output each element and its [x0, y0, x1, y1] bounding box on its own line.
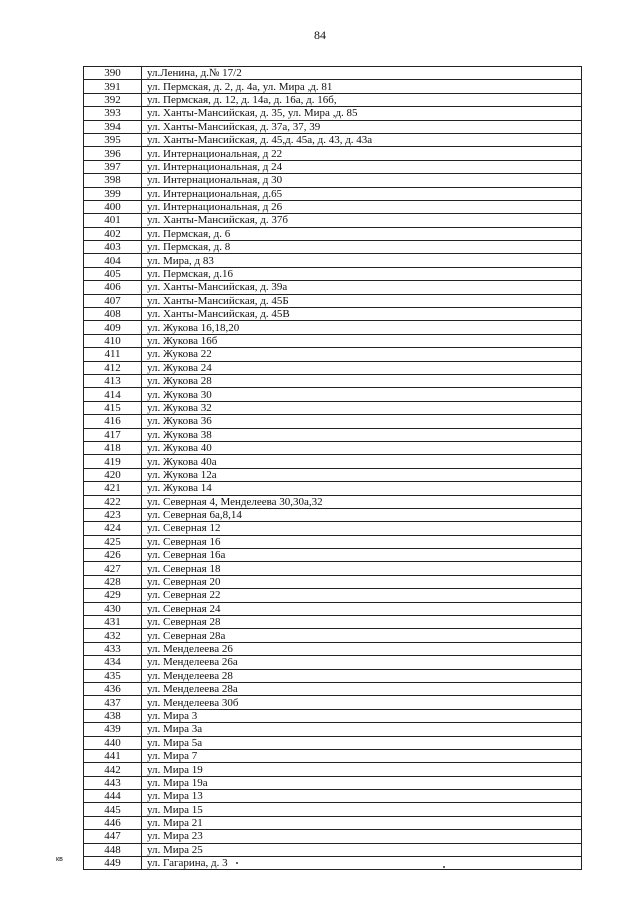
- table-row: [84, 749, 582, 762]
- row-number: 434: [84, 656, 142, 669]
- row-number: 394: [84, 120, 142, 133]
- table-row: [84, 281, 582, 294]
- table-row: [84, 441, 582, 454]
- table-row: [84, 374, 582, 387]
- row-address: ул. Пермская, д. 2, д. 4а, ул. Мира ,д. 81: [142, 80, 582, 93]
- address-table-body: [84, 67, 582, 870]
- row-address: ул. Мира 13: [142, 790, 582, 803]
- row-address: ул. Ханты-Мансийская, д. 45Б: [142, 294, 582, 307]
- row-number: 436: [84, 682, 142, 695]
- row-number: 409: [84, 321, 142, 334]
- table-row: [84, 816, 582, 829]
- row-address: ул. Северная 6а,8,14: [142, 508, 582, 521]
- table-row: [84, 629, 582, 642]
- row-number: 429: [84, 589, 142, 602]
- row-address: ул. Пермская, д. 12, д. 14а, д. 16а, д. 16б,: [142, 93, 582, 106]
- row-number: 403: [84, 241, 142, 254]
- row-address: ул. Северная 12: [142, 522, 582, 535]
- table-row: [84, 562, 582, 575]
- row-number: 445: [84, 803, 142, 816]
- table-row: [84, 227, 582, 240]
- table-row: [84, 589, 582, 602]
- row-number: 441: [84, 749, 142, 762]
- table-row: [84, 241, 582, 254]
- row-number: 425: [84, 535, 142, 548]
- row-address: ул. Жукова 36: [142, 415, 582, 428]
- row-number: 401: [84, 214, 142, 227]
- row-number: 407: [84, 294, 142, 307]
- row-address: ул. Ханты-Мансийская, д. 45,д. 45а, д. 43, д. 43а: [142, 133, 582, 146]
- row-address: ул. Жукова 30: [142, 388, 582, 401]
- row-number: 427: [84, 562, 142, 575]
- table-row: [84, 415, 582, 428]
- table-row: [84, 401, 582, 414]
- table-row: [84, 67, 582, 80]
- table-row: [84, 790, 582, 803]
- table-row: [84, 682, 582, 695]
- row-address: ул. Ханты-Мансийская, д. 39а: [142, 281, 582, 294]
- row-number: 431: [84, 616, 142, 629]
- row-number: 428: [84, 575, 142, 588]
- row-address: ул. Мира 19: [142, 763, 582, 776]
- footer-mark: кв: [56, 856, 63, 863]
- row-number: 399: [84, 187, 142, 200]
- row-address: ул. Менделеева 26: [142, 642, 582, 655]
- table-row: [84, 776, 582, 789]
- row-address: ул. Жукова 16,18,20: [142, 321, 582, 334]
- table-row: [84, 522, 582, 535]
- row-number: 449: [84, 857, 142, 870]
- row-address: ул. Северная 16а: [142, 549, 582, 562]
- table-row: [84, 575, 582, 588]
- table-row: [84, 857, 582, 870]
- table-row: [84, 830, 582, 843]
- row-address: ул. Мира 21: [142, 816, 582, 829]
- table-row: [84, 482, 582, 495]
- table-row: [84, 723, 582, 736]
- table-row: [84, 187, 582, 200]
- table-row: [84, 321, 582, 334]
- table-row: [84, 361, 582, 374]
- table-row: [84, 696, 582, 709]
- row-number: 422: [84, 495, 142, 508]
- table-row: [84, 267, 582, 280]
- table-row: [84, 656, 582, 669]
- row-number: 393: [84, 107, 142, 120]
- table-row: [84, 642, 582, 655]
- table-row: [84, 803, 582, 816]
- row-address: ул. Северная 28а: [142, 629, 582, 642]
- row-number: 448: [84, 843, 142, 856]
- row-number: 414: [84, 388, 142, 401]
- row-address: ул. Ханты-Мансийская, д. 37а, 37, 39: [142, 120, 582, 133]
- row-number: 392: [84, 93, 142, 106]
- row-number: 423: [84, 508, 142, 521]
- table-row: [84, 495, 582, 508]
- row-address: ул. Ханты-Мансийская, д. 45В: [142, 308, 582, 321]
- row-address: ул. Жукова 16б: [142, 334, 582, 347]
- table-row: [84, 508, 582, 521]
- row-number: 404: [84, 254, 142, 267]
- row-address: ул.Ленина, д.№ 17/2: [142, 67, 582, 80]
- row-number: 435: [84, 669, 142, 682]
- table-row: [84, 535, 582, 548]
- table-row: [84, 616, 582, 629]
- row-number: 405: [84, 267, 142, 280]
- table-row: [84, 549, 582, 562]
- row-number: 437: [84, 696, 142, 709]
- row-number: 402: [84, 227, 142, 240]
- row-address: ул. Мира 15: [142, 803, 582, 816]
- row-address: ул. Жукова 32: [142, 401, 582, 414]
- row-address: ул. Мира 3а: [142, 723, 582, 736]
- row-number: 438: [84, 709, 142, 722]
- table-row: [84, 160, 582, 173]
- row-address: ул. Интернациональная, д.65: [142, 187, 582, 200]
- row-address: ул. Ханты-Мансийская, д. 37б: [142, 214, 582, 227]
- row-number: 417: [84, 428, 142, 441]
- table-row: [84, 388, 582, 401]
- row-address: ул. Северная 24: [142, 602, 582, 615]
- row-number: 432: [84, 629, 142, 642]
- row-address: ул. Гагарина, д. 3: [142, 857, 582, 870]
- row-address: ул. Северная 18: [142, 562, 582, 575]
- row-address: ул. Северная 20: [142, 575, 582, 588]
- table-row: [84, 843, 582, 856]
- table-row: [84, 763, 582, 776]
- row-number: 415: [84, 401, 142, 414]
- row-address: ул. Пермская, д. 8: [142, 241, 582, 254]
- row-address: ул. Мира 19а: [142, 776, 582, 789]
- row-number: 408: [84, 308, 142, 321]
- row-number: 397: [84, 160, 142, 173]
- row-address: ул. Жукова 28: [142, 374, 582, 387]
- table-row: [84, 214, 582, 227]
- row-address: ул. Жукова 38: [142, 428, 582, 441]
- row-address: ул. Интернациональная, д 22: [142, 147, 582, 160]
- row-number: 442: [84, 763, 142, 776]
- row-address: ул. Пермская, д.16: [142, 267, 582, 280]
- row-address: ул. Мира 7: [142, 749, 582, 762]
- table-row: [84, 174, 582, 187]
- page-number: 84: [314, 28, 326, 42]
- row-number: 410: [84, 334, 142, 347]
- row-address: ул. Мира 5а: [142, 736, 582, 749]
- table-row: [84, 308, 582, 321]
- row-number: 419: [84, 455, 142, 468]
- row-address: ул. Жукова 40а: [142, 455, 582, 468]
- row-address: ул. Мира 23: [142, 830, 582, 843]
- row-number: 418: [84, 441, 142, 454]
- table-row: [84, 200, 582, 213]
- row-number: 440: [84, 736, 142, 749]
- row-number: 395: [84, 133, 142, 146]
- row-number: 406: [84, 281, 142, 294]
- row-address: ул. Северная 16: [142, 535, 582, 548]
- table-row: [84, 80, 582, 93]
- row-number: 413: [84, 374, 142, 387]
- table-row: [84, 107, 582, 120]
- row-address: ул. Интернациональная, д 26: [142, 200, 582, 213]
- row-number: 439: [84, 723, 142, 736]
- table-row: [84, 468, 582, 481]
- row-number: 443: [84, 776, 142, 789]
- row-address: ул. Северная 28: [142, 616, 582, 629]
- row-address: ул. Ханты-Мансийская, д. 35, ул. Мира ,д. 85: [142, 107, 582, 120]
- table-row: [84, 93, 582, 106]
- table-row: [84, 669, 582, 682]
- row-number: 420: [84, 468, 142, 481]
- row-address: ул. Интернациональная, д 30: [142, 174, 582, 187]
- row-number: 411: [84, 348, 142, 361]
- row-address: ул. Жукова 40: [142, 441, 582, 454]
- row-number: 433: [84, 642, 142, 655]
- row-address: ул. Менделеева 28: [142, 669, 582, 682]
- row-address: ул. Жукова 12а: [142, 468, 582, 481]
- table-row: [84, 709, 582, 722]
- row-number: 396: [84, 147, 142, 160]
- table-row: [84, 133, 582, 146]
- row-address: ул. Жукова 22: [142, 348, 582, 361]
- row-address: ул. Менделеева 26а: [142, 656, 582, 669]
- row-number: 416: [84, 415, 142, 428]
- row-number: 412: [84, 361, 142, 374]
- table-row: [84, 455, 582, 468]
- table-row: [84, 120, 582, 133]
- table-row: [84, 602, 582, 615]
- row-address: ул. Пермская, д. 6: [142, 227, 582, 240]
- table-row: [84, 428, 582, 441]
- row-number: 400: [84, 200, 142, 213]
- row-address: ул. Мира 3: [142, 709, 582, 722]
- table-row: [84, 736, 582, 749]
- row-address: ул. Северная 4, Менделеева 30,30а,32: [142, 495, 582, 508]
- scan-speck: [236, 862, 238, 864]
- row-number: 430: [84, 602, 142, 615]
- row-number: 447: [84, 830, 142, 843]
- table-row: [84, 348, 582, 361]
- address-table: [83, 66, 582, 870]
- row-address: ул. Менделеева 30б: [142, 696, 582, 709]
- table-row: [84, 254, 582, 267]
- table-row: [84, 147, 582, 160]
- table-row: [84, 334, 582, 347]
- scan-speck: [443, 866, 445, 868]
- row-address: ул. Северная 22: [142, 589, 582, 602]
- row-address: ул. Мира 25: [142, 843, 582, 856]
- row-number: 421: [84, 482, 142, 495]
- row-address: ул. Мира, д 83: [142, 254, 582, 267]
- row-number: 391: [84, 80, 142, 93]
- row-number: 446: [84, 816, 142, 829]
- row-address: ул. Менделеева 28а: [142, 682, 582, 695]
- row-address: ул. Интернациональная, д 24: [142, 160, 582, 173]
- row-address: ул. Жукова 14: [142, 482, 582, 495]
- row-number: 444: [84, 790, 142, 803]
- table-row: [84, 294, 582, 307]
- row-address: ул. Жукова 24: [142, 361, 582, 374]
- row-number: 426: [84, 549, 142, 562]
- row-number: 398: [84, 174, 142, 187]
- row-number: 424: [84, 522, 142, 535]
- row-number: 390: [84, 67, 142, 80]
